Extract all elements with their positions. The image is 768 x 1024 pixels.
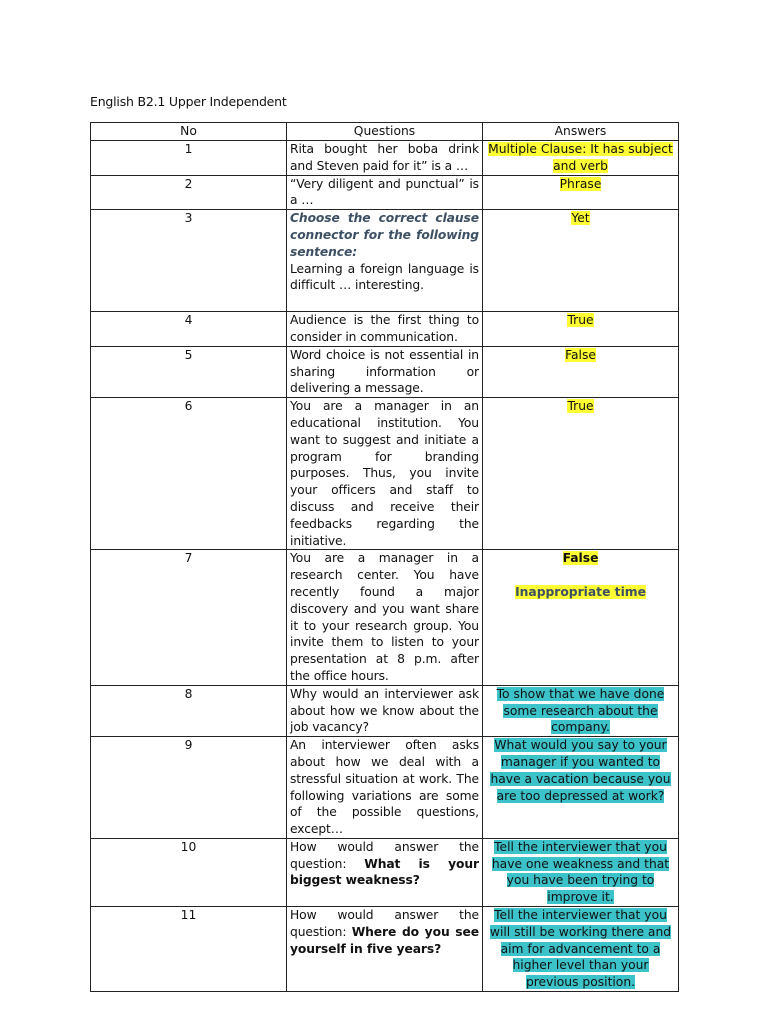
question-cell: Rita bought her boba drink and Steven paid for it” is a … xyxy=(287,141,483,176)
answer-highlight: What would you say to your manager if you wanted to have a vacation because you are too depressed at work? xyxy=(490,738,671,803)
answer-highlight: Phrase xyxy=(559,176,602,191)
row-number: 3 xyxy=(91,210,287,312)
question-cell xyxy=(287,838,483,906)
answer-highlight: Tell the interviewer that you have one weakness and that you have been trying to improve it. xyxy=(491,839,670,905)
table-row xyxy=(91,737,679,839)
table-row xyxy=(91,550,679,685)
row-number: 4 xyxy=(91,312,287,347)
question-cell: “Very diligent and punctual” is a … xyxy=(287,175,483,210)
answer-cell xyxy=(483,907,679,992)
header-no: No xyxy=(91,123,287,141)
question-cell xyxy=(287,907,483,992)
answer-highlight: Tell the interviewer that you will still be working there and aim for advancement to a higher level than your previous position. xyxy=(489,908,672,990)
question-bold: What is your biggest weakness? xyxy=(290,856,479,888)
answer-cell xyxy=(483,210,679,312)
question-cell xyxy=(287,210,483,312)
row-number: 5 xyxy=(91,346,287,397)
answer-highlight: False xyxy=(565,347,596,362)
answer-note: Inappropriate time xyxy=(515,585,646,600)
table-row xyxy=(91,398,679,550)
document-title: English B2.1 Upper Independent xyxy=(90,94,287,109)
answer-highlight: True xyxy=(567,399,594,414)
answer-cell xyxy=(483,838,679,906)
table-row xyxy=(91,685,679,736)
row-number: 7 xyxy=(91,550,287,685)
header-answers: Answers xyxy=(483,123,679,141)
header-questions: Questions xyxy=(287,123,483,141)
answer-highlight: False xyxy=(562,551,599,566)
row-number: 10 xyxy=(91,838,287,906)
row-number: 6 xyxy=(91,398,287,550)
answer-highlight: To show that we have done some research about the company. xyxy=(496,686,665,735)
row-number: 11 xyxy=(91,907,287,992)
row-number: 9 xyxy=(91,737,287,839)
answer-highlight: True xyxy=(567,313,594,328)
question-cell: Audience is the first thing to consider in communication. xyxy=(287,312,483,347)
question-cell: Word choice is not essential in sharing information or delivering a message. xyxy=(287,346,483,397)
answer-cell xyxy=(483,737,679,839)
table-row xyxy=(91,175,679,210)
answer-highlight: Yet xyxy=(571,211,590,226)
answer-cell xyxy=(483,175,679,210)
table-row xyxy=(91,210,679,312)
answer-cell xyxy=(483,398,679,550)
answer-cell xyxy=(483,550,679,685)
row-number: 2 xyxy=(91,175,287,210)
question-text: Learning a foreign language is difficult … interesting. xyxy=(290,261,479,293)
question-cell: You are a manager in a research center. You have recently found a major discovery and you want share it to your research group. You invite them to listen to your presentation at 8 p.m. after the office hours. xyxy=(287,550,483,685)
table-row xyxy=(91,312,679,347)
answer-cell xyxy=(483,141,679,176)
row-number: 1 xyxy=(91,141,287,176)
question-bold: Where do you see yourself in five years? xyxy=(290,924,479,956)
table-header-row xyxy=(91,123,679,141)
question-text: How would answer the question: xyxy=(290,908,479,939)
table-row xyxy=(91,346,679,397)
table-row xyxy=(91,838,679,906)
question-text: How would answer the question: xyxy=(290,839,479,871)
answer-spacer xyxy=(486,567,675,584)
answer-highlight: Multiple Clause: It has subject and verb xyxy=(488,142,673,173)
question-cell: An interviewer often asks about how we deal with a stressful situation at work. The following variations are some of the possible questions, except… xyxy=(287,737,483,839)
answer-cell xyxy=(483,685,679,736)
row-number: 8 xyxy=(91,685,287,736)
table-row xyxy=(91,141,679,176)
answer-cell xyxy=(483,312,679,347)
answer-cell xyxy=(483,346,679,397)
questions-table xyxy=(90,122,679,992)
question-cell: You are a manager in an educational institution. You want to suggest and initiate a program for branding purposes. Thus, you invite your officers and staff to discuss and receive their feedbacks regarding the initiative. xyxy=(287,398,483,550)
table-row xyxy=(91,907,679,992)
question-instruction: Choose the correct clause connector for the following sentence: xyxy=(290,211,479,259)
question-cell: Why would an interviewer ask about how we know about the job vacancy? xyxy=(287,685,483,736)
